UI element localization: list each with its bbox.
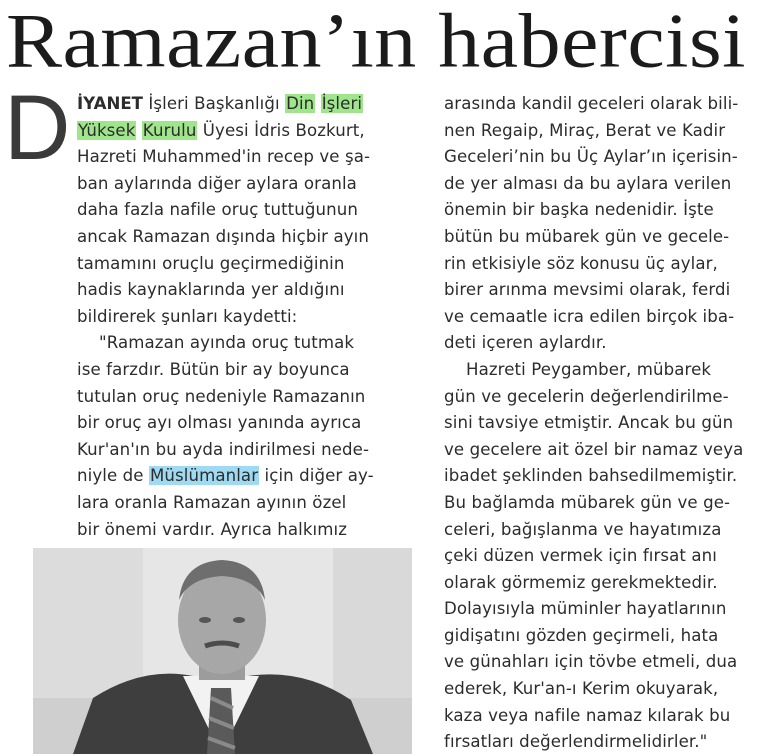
quote-first-line: "Ramazan ayında oruç tutmak xyxy=(99,333,355,353)
text-line: gün ve gecelerin değerlendirilme- xyxy=(444,386,729,406)
text-line: önemin bir başka nedenidir. İşte xyxy=(444,200,714,220)
text-line: deti içeren aylardır. xyxy=(444,333,607,353)
text-line: tutulan oruç nedeniyle Ramazanın xyxy=(77,386,366,406)
text-line: Hazreti Muhammed'in recep ve şa- xyxy=(77,147,371,167)
headline: Ramazan’ın habercisi xyxy=(6,0,746,85)
highlight-yuksek: Yüksek xyxy=(78,120,136,140)
text-line: çeki düzen vermek için fırsat anı xyxy=(444,546,718,566)
text-line: celeri, bağışlanma ve hayatımıza xyxy=(444,519,722,539)
text-line: Dolayısıyla müminler hayatlarının xyxy=(444,599,727,619)
right-column xyxy=(444,91,774,756)
text-line: ve gecelere ait özel bir namaz veya xyxy=(444,439,744,459)
text-run: için diğer ay- xyxy=(259,466,374,486)
highlight-din: Din xyxy=(286,94,315,113)
text-run: niyle de xyxy=(77,466,149,486)
text-line: arasında kandil geceleri olarak bili- xyxy=(444,94,739,113)
paragraph-first-line: Hazreti Peygamber, mübarek xyxy=(466,359,712,379)
highlight-line xyxy=(77,463,407,490)
text-line: Geceleri’nin bu Üç Aylar’ın içerisin- xyxy=(444,147,738,167)
lead-bold: İYANET xyxy=(77,94,143,113)
text-run: Üyesi İdris Bozkurt, xyxy=(197,120,365,140)
text-line: ancak Ramazan dışında hiçbir ayın xyxy=(77,226,369,246)
text-line: ibadet şeklinden bahsedilmemiştir. xyxy=(444,466,738,486)
text-line: sini tavsiye etmiştir. Ancak bu gün xyxy=(444,413,734,433)
text-line: hadis kaynaklarında yer aldığını xyxy=(77,280,345,300)
text-line: gidişatını gözden geçirmeli, hata xyxy=(444,625,719,645)
text-line: ederek, Kur'an-ı Kerim okuyarak, xyxy=(444,679,719,699)
text-line: bildirerek şunları kaydetti: xyxy=(77,306,298,326)
text-line: bir oruç ayı olması yanında ayrıca xyxy=(77,413,362,433)
text-line: bütün bu mübarek gün ve gecele- xyxy=(444,226,730,246)
text-line: lara oranla Ramazan ayının özel xyxy=(77,492,347,512)
highlight-kurulu: Kurulu xyxy=(142,120,197,140)
text-line: birer arınma mevsimi olarak, ferdi xyxy=(444,280,731,300)
highlight-muslumanlar: Müslümanlar xyxy=(149,466,259,486)
left-first-line xyxy=(77,91,407,118)
portrait-illustration xyxy=(33,548,412,754)
text-line: de yer alması da bu aylara verilen xyxy=(444,173,732,193)
text-line: ise farzdır. Bütün bir ay boyunca xyxy=(77,359,350,379)
text-line: rin etkisiyle söz konusu üç aylar, xyxy=(444,253,718,273)
text-line: Bu bağlamda mübarek gün ve ge- xyxy=(444,492,731,512)
text-line: kaza veya nafile namaz kılarak bu xyxy=(444,705,731,725)
text-run: İşleri Başkanlığı xyxy=(143,94,286,113)
text-line: olarak görmemiz gerekmektedir. xyxy=(444,572,718,592)
text-line: fırsatları değerlendirmelidirler." xyxy=(444,732,708,752)
text-line: ve günahları için tövbe etmeli, dua xyxy=(444,652,738,672)
text-line: daha fazla nafile oruç tuttuğunun xyxy=(77,200,359,220)
portrait-photo xyxy=(33,548,412,754)
text-line: nen Regaip, Miraç, Berat ve Kadir xyxy=(444,120,726,140)
left-second-line xyxy=(77,118,407,145)
space xyxy=(136,121,141,140)
left-column xyxy=(77,91,407,543)
text-line: ban aylarında diğer aylara oranla xyxy=(77,173,357,193)
text-line: Kur'an'ın bu ayda indirilmesi nede- xyxy=(77,439,370,459)
space xyxy=(315,94,320,113)
text-line: bir önemi vardır. Ayrıca halkımız xyxy=(77,519,348,539)
highlight-isleri: İşleri xyxy=(321,94,363,113)
text-line: ve cemaatle icra edilen birçok iba- xyxy=(444,306,735,326)
dropcap: D xyxy=(4,77,71,179)
text-line: tamamını oruçlu geçirmediğinin xyxy=(77,253,345,273)
